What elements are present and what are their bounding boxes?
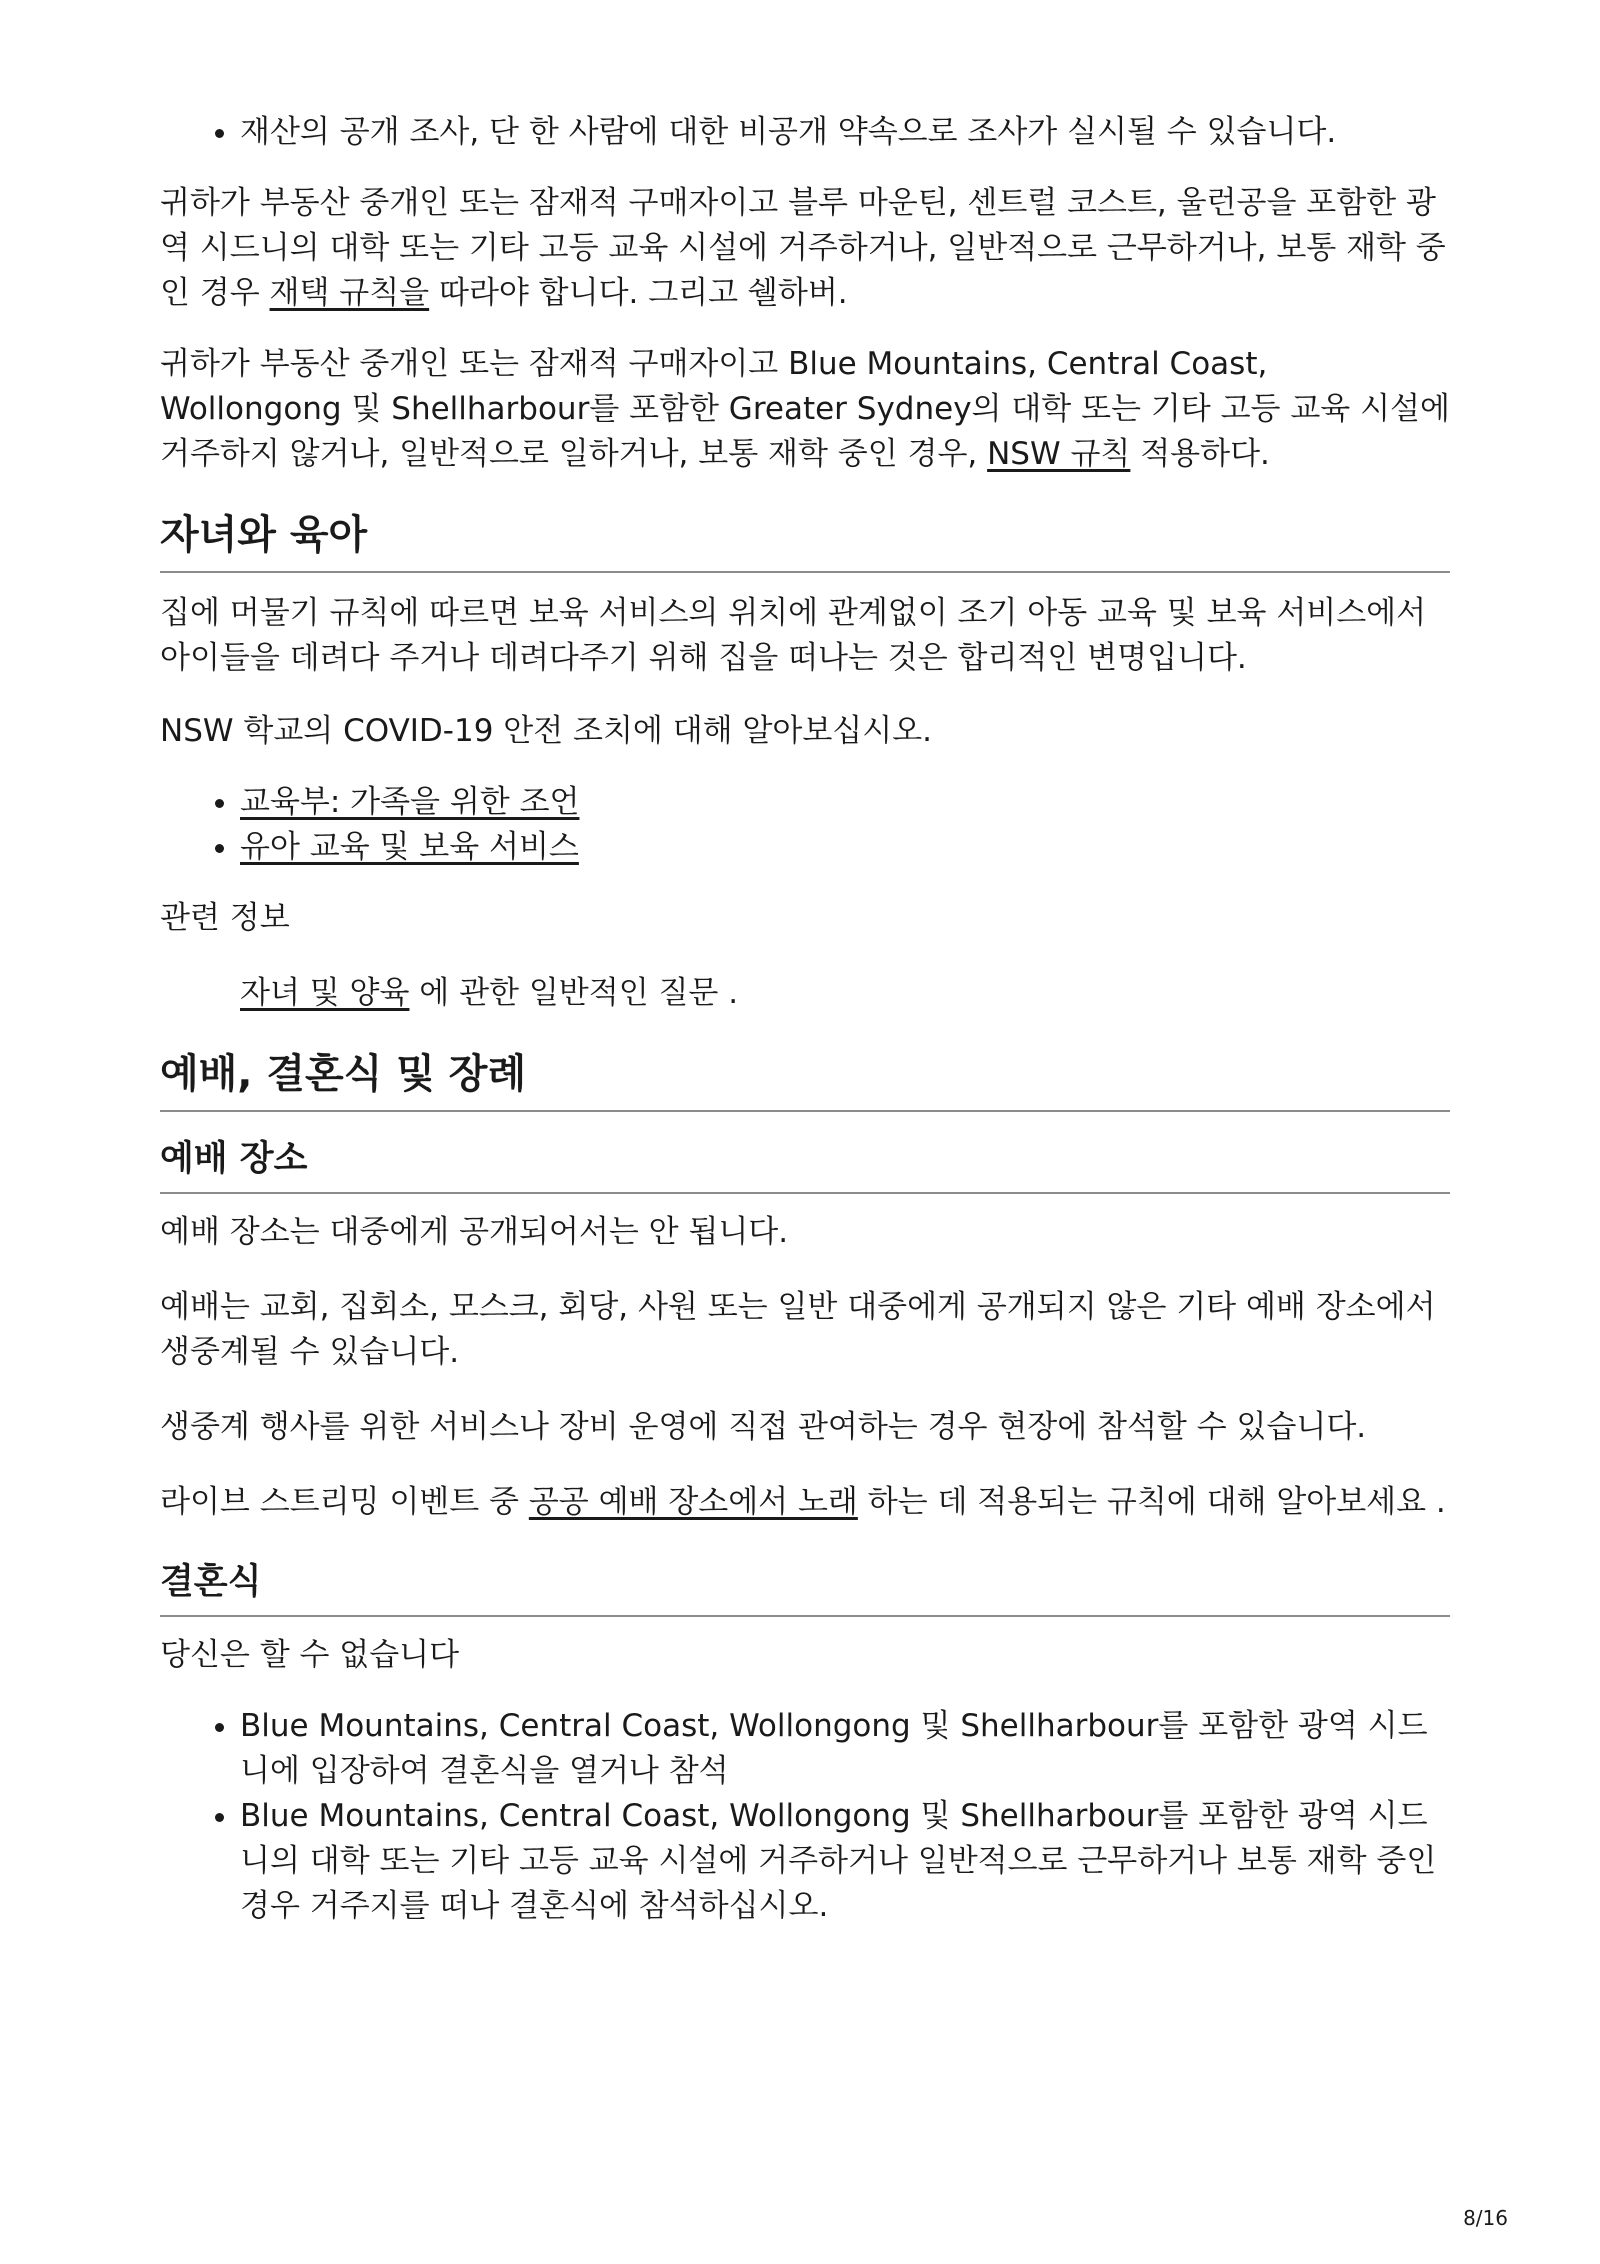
stay-at-home-rules-link[interactable]: 재택 규칙을 xyxy=(269,275,430,311)
paragraph-text: 따라야 합니다. 그리고 쉘하버. xyxy=(429,275,848,311)
subheading-weddings: 결혼식 xyxy=(160,1557,1450,1617)
list-item: • Blue Mountains, Central Coast, Wollongong 및 Shellharbour를 포함한 광역 시드니에 입장하여 결혼식을 열거나 참석 xyxy=(240,1704,1450,1794)
wedding-bullet-list xyxy=(160,1704,1450,1929)
paragraph-wedding-intro: 당신은 할 수 없습니다 xyxy=(160,1637,460,1673)
page-number: 8/16 xyxy=(1463,2206,1508,2230)
intro-bullet-list xyxy=(160,110,1450,155)
paragraph-text: 귀하가 부동산 중개인 또는 잠재적 구매자이고 Blue Mountains, Central Coast, Wollongong 및 Shellharbour를 포함한 Greater Sydney의 대학 또는 기타 고등 교육 시설에 거주하지 않거나, 일반적으로 일하거나, 보통 재학 중인 경우, xyxy=(160,346,1450,472)
paragraph-home-rules xyxy=(160,181,1450,316)
children-link-list xyxy=(160,780,1450,870)
section-heading-children: 자녀와 육아 xyxy=(160,507,1450,573)
education-department-link[interactable]: 교육부: 가족을 위한 조언 xyxy=(240,784,580,820)
list-item: • Blue Mountains, Central Coast, Wollongong 및 Shellharbour를 포함한 광역 시드니의 대학 또는 기타 고등 교육 시설에 거주하거나 일반적으로 근무하거나 보통 재학 중인 경우 거주지를 떠나 결혼식에 참석하십시오. xyxy=(240,1794,1450,1929)
nsw-rules-link[interactable]: NSW 규칙 xyxy=(987,436,1131,472)
paragraph-nsw-rules xyxy=(160,342,1450,477)
subheading-places-of-worship: 예배 장소 xyxy=(160,1134,1450,1194)
paragraph-text: 라이브 스트리밍 이벤트 중 xyxy=(160,1484,529,1520)
children-parenting-link[interactable]: 자녀 및 양육 xyxy=(240,975,410,1011)
document-page xyxy=(160,110,1450,1929)
paragraph-livestream-attend: 생중계 행사를 위한 서비스나 장비 운영에 직접 관여하는 경우 현장에 참석할 수 있습니다. xyxy=(160,1409,1367,1445)
paragraph-childcare: 집에 머물기 규칙에 따르면 보육 서비스의 위치에 관계없이 조기 아동 교육 및 보육 서비스에서 아이들을 데려다 주거나 데려다주기 위해 집을 떠나는 것은 합리적인 변명입니다. xyxy=(160,595,1427,676)
section-heading-worship: 예배, 결혼식 및 장례 xyxy=(160,1046,1450,1112)
related-info-text: 에 관한 일반적인 질문 . xyxy=(409,975,739,1011)
paragraph-worship-closed: 예배 장소는 대중에게 공개되어서는 안 됩니다. xyxy=(160,1214,789,1250)
related-info-label: 관련 정보 xyxy=(160,900,290,936)
paragraph-school-covid: NSW 학교의 COVID-19 안전 조치에 대해 알아보십시오. xyxy=(160,713,932,749)
paragraph-worship-livestream: 예배는 교회, 집회소, 모스크, 회당, 사원 또는 일반 대중에게 공개되지 않은 기타 예배 장소에서 생중계될 수 있습니다. xyxy=(160,1289,1436,1370)
related-info-item xyxy=(160,971,1450,1016)
paragraph-text: 적용하다. xyxy=(1130,436,1270,472)
list-item xyxy=(240,780,1450,825)
singing-at-worship-link[interactable]: 공공 예배 장소에서 노래 xyxy=(528,1484,858,1520)
list-item: • 재산의 공개 조사, 단 한 사람에 대한 비공개 약속으로 조사가 실시될 수 있습니다. xyxy=(240,110,1450,155)
paragraph-text: 귀하가 부동산 중개인 또는 잠재적 구매자이고 블루 마운틴, 센트럴 코스트, 울런공을 포함한 광역 시드니의 대학 또는 기타 고등 교육 시설에 거주하거나, 일반적으로 근무하거나, 보통 재학 중인 경우 xyxy=(160,185,1446,311)
paragraph-singing-rules xyxy=(160,1480,1450,1525)
paragraph-text: 하는 데 적용되는 규칙에 대해 알아보세요 . xyxy=(857,1484,1446,1520)
early-childhood-services-link[interactable]: 유아 교육 및 보육 서비스 xyxy=(240,829,579,865)
list-item xyxy=(240,825,1450,870)
